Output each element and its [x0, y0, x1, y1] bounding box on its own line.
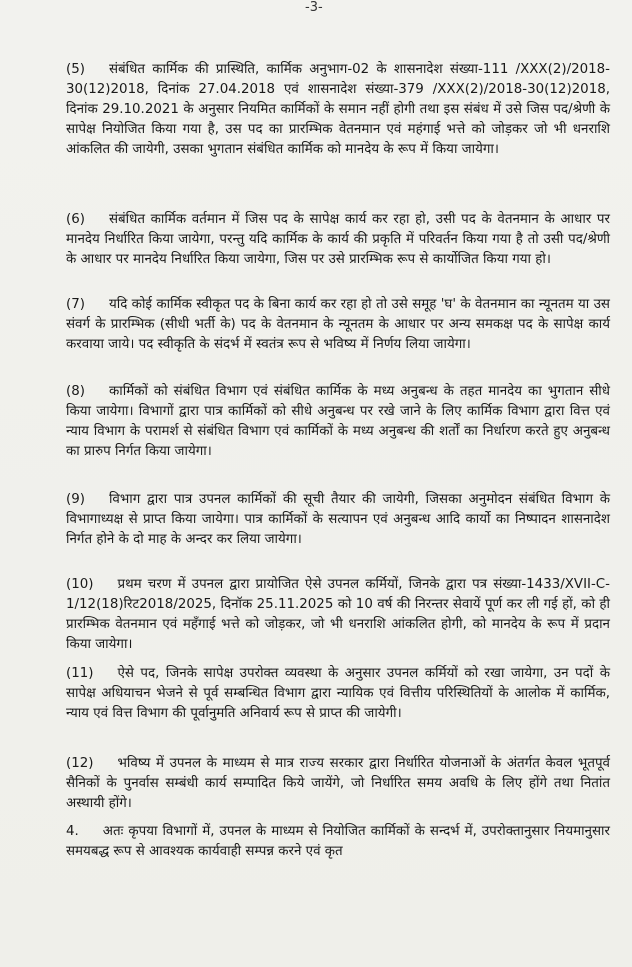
paragraph-9: [66, 490, 610, 550]
paragraph-5: [66, 60, 610, 160]
paragraph-number: 4.: [66, 824, 79, 839]
paragraph-number: (11): [66, 666, 94, 681]
paragraph-8: [66, 382, 610, 462]
paragraph-number: (7): [66, 297, 85, 312]
paragraph-11: [66, 664, 610, 724]
paragraph-text: कार्मिकों को संबंधित विभाग एवं संबंधित कार्मिक के मध्य अनुबन्ध के तहत मानदेय का भुगतान सीधे किया जायेगा। विभागों द्वारा पात्र कार्मिकों को सीधे अनुबन्ध पर रखे जाने के लिए कार्मिक विभाग द्वारा वित्त एवं न्याय विभाग के परामर्श से संबंधित विभाग एवं कार्मिकों के मध्य अनुबन्ध की शर्तों का निर्धारण करते हुए अनुबन्ध का प्रारुप निर्गत किया जायेगा।: [66, 384, 610, 459]
paragraph-number: (5): [66, 62, 85, 77]
paragraph-10: [66, 575, 610, 655]
paragraph-number: (6): [66, 212, 85, 227]
paragraph-text: यदि कोई कार्मिक स्वीकृत पद के बिना कार्य कर रहा हो तो उसे समूह 'घ' के वेतनमान का न्यूनतम या उस संवर्ग के प्रारम्भिक (सीधी भर्ती के) पद के वेतनमान के न्यूनतम के आधार पर अन्य समकक्ष पद के सापेक्ष कार्य करवाया जाये। पद स्वीकृति के संदर्भ में स्वतंत्र रूप से भविष्य में निर्णय लिया जायेगा।: [66, 297, 610, 352]
paragraph-text: भविष्य में उपनल के माध्यम से मात्र राज्य सरकार द्वारा निर्धारित योजनाओं के अंतर्गत केवल भूतपूर्व सैनिकों के पुनर्वास सम्बंधी कार्य सम्पादित किये जायेंगे, जो निर्धारित समय अवधि के लिए होंगे तथा नितांत अस्थायी होंगे।: [66, 756, 610, 811]
paragraph-4: [66, 822, 610, 862]
paragraph-text: अतः कृपया विभागों में, उपनल के माध्यम से नियोजित कार्मिकों के सन्दर्भ में, उपरोक्तानुसार नियमानुसार समयबद्ध रूप से आवश्यक कार्यवाही सम्पन्न करने एवं कृत: [66, 824, 610, 859]
paragraph-number: (12): [66, 756, 94, 771]
paragraph-7: [66, 295, 610, 355]
paragraph-text: विभाग द्वारा पात्र उपनल कार्मिकों की सूची तैयार की जायेगी, जिसका अनुमोदन संबंधित विभाग के विभागाध्यक्ष से प्राप्त किया जायेगा। पात्र कार्मिकों के सत्यापन एवं अनुबन्ध आदि कार्यो का निष्पादन शासनादेश निर्गत होने के दो माह के अन्दर कर लिया जायेगा।: [66, 492, 610, 547]
paragraph-number: (9): [66, 492, 85, 507]
paragraph-6: [66, 210, 610, 270]
paragraph-number: (10): [66, 577, 94, 592]
page-number: -3-: [305, 0, 323, 15]
paragraph-number: (8): [66, 384, 85, 399]
paragraph-text: प्रथम चरण में उपनल द्वारा प्रायोजित ऐसे उपनल कर्मियों, जिनके द्वारा पत्र संख्या-1433/XVII-C-1/12(18)रिट2018/2025, दिनॉक 25.11.2025 को 10 वर्ष की निरन्तर सेवायें पूर्ण कर ली गई हों, को ही प्रारम्भिक वेतनमान एवं महँगाई भत्ते को जोड़कर, जो भी धनराशि आंकलित होगी, को मानदेय के रूप में प्रदान किया जायेगा।: [66, 577, 610, 652]
paragraph-text: संबंधित कार्मिक वर्तमान में जिस पद के सापेक्ष कार्य कर रहा हो, उसी पद के वेतनमान के आधार पर मानदेय निर्धारित किया जायेगा, परन्तु यदि कार्मिक के कार्य की प्रकृति में परिवर्तन किया गया है तो उसी पद/श्रेणी के आधार पर मानदेय निर्धारित किया जायेगा, जिस पर उसे प्रारम्भिक रूप से कार्योजित किया गया हो।: [66, 212, 610, 267]
paragraph-text: संबंधित कार्मिक की प्रास्थिति, कार्मिक अनुभाग-02 के शासनादेश संख्या-111 /XXX(2)/2018-30(12)2018, दिनांक 27.04.2018 एवं शासनादेश संख्या-379 /XXX(2)/2018-30(12)2018, दिनांक 29.10.2021 के अनुसार नियमित कार्मिकों के समान नहीं होगी तथा इस संबंध में उसे जिस पद/श्रेणी के सापेक्ष नियोजित किया गया है, उस पद का प्रारम्भिक वेतनमान एवं महंगाई भत्ते को जोड़कर जो भी धनराशि आंकलित की जायेगी, उसका भुगतान संबंधित कार्मिक को मानदेय के रूप में किया जायेगा।: [66, 62, 610, 157]
paragraph-12: [66, 754, 610, 814]
paragraph-text: ऐसे पद, जिनके सापेक्ष उपरोक्त व्यवस्था के अनुसार उपनल कर्मियों को रखा जायेगा, उन पदों के सापेक्ष अधियाचन भेजने से पूर्व सम्बन्धित विभाग द्वारा न्यायिक एवं वित्तीय परिस्थितियों के आलोक में कार्मिक, न्याय एवं वित्त विभाग की पूर्वानुमति अनिवार्य रूप से प्राप्त की जायेगी।: [66, 666, 610, 721]
